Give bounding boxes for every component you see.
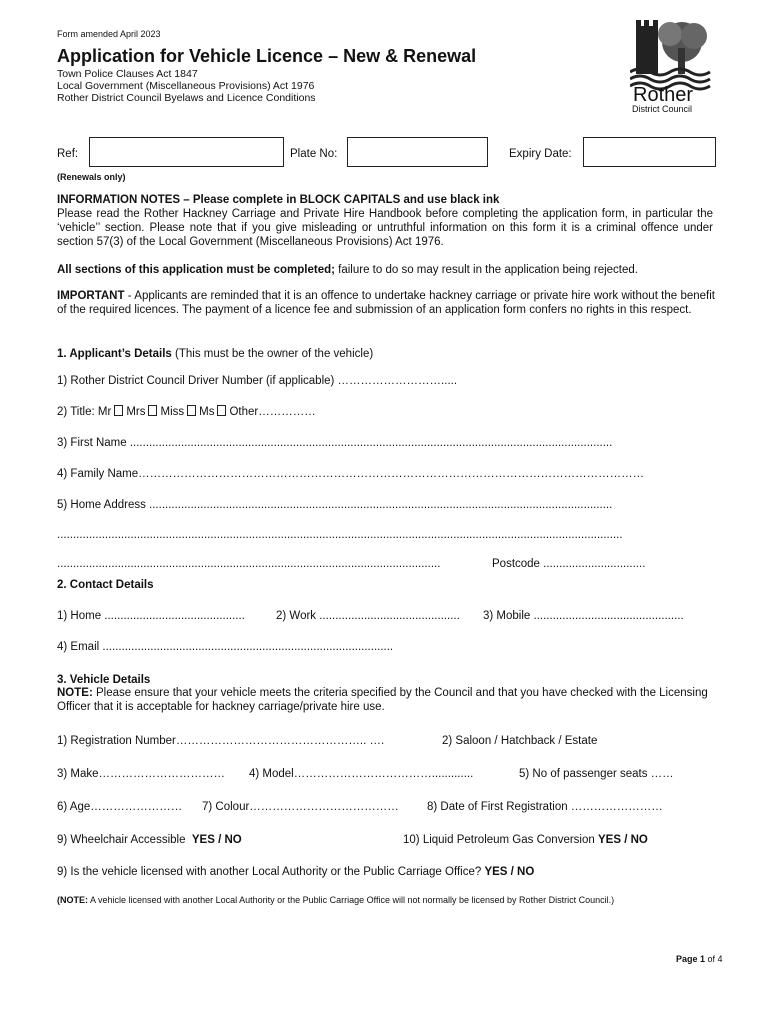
- title-field: 2) Title: Mr Mrs Miss Ms Other……………: [57, 406, 316, 418]
- page-number: Page 1 of 4: [676, 954, 723, 964]
- applicant-heading: 1. Applicant’s Details (This must be the owner of the vehicle): [57, 348, 374, 360]
- act-3: Rother District Council Byelaws and Licence Conditions: [57, 92, 316, 104]
- info-para-1: Please read the Rother Hackney Carriage and Private Hire Handbook before completing the application form, in particular the ‘vehicle’’ section. Please note that if you give misleading or untruthful information on this form it is a criminal offence under section 57(3) of the Local Government (Miscellaneous Provisions) Act 1976.: [57, 208, 713, 248]
- mobile-field[interactable]: 3) Mobile ...............................................: [483, 610, 684, 622]
- act-1: Town Police Clauses Act 1847: [57, 68, 198, 80]
- plate-label: Plate No:: [290, 148, 338, 160]
- title-mrs-checkbox[interactable]: [148, 405, 157, 416]
- vehicle-note: NOTE: Please ensure that your vehicle meets the criteria specified by the Council and that you have checked with the Licensing Officer that it is acceptable for hackney carriage/private hire use.: [57, 687, 708, 713]
- address-line-3[interactable]: ........................................................................................................................: [57, 558, 441, 570]
- lpg-conversion: 10) Liquid Petroleum Gas Conversion YES / NO: [403, 834, 648, 846]
- make-field[interactable]: 3) Make……………………………: [57, 768, 226, 780]
- lpg-yes-no[interactable]: YES / NO: [597, 834, 648, 846]
- vehicle-heading: 3. Vehicle Details: [57, 674, 151, 686]
- ref-field[interactable]: [89, 137, 284, 167]
- amended-date: Form amended April 2023: [57, 29, 161, 39]
- wheelchair-yes-no[interactable]: YES / NO: [191, 834, 242, 846]
- info-heading: INFORMATION NOTES – Please complete in BLOCK CAPITALS and use black ink: [57, 194, 500, 206]
- address-line-2[interactable]: .................................................................................................................................................................................: [57, 529, 623, 541]
- email-field[interactable]: 4) Email ...........................................................................................: [57, 641, 394, 653]
- logo-name: Rother: [633, 84, 694, 106]
- title-miss-checkbox[interactable]: [187, 405, 196, 416]
- info-para-2: All sections of this application must be completed; failure to do so may result in the application being rejected.: [57, 264, 638, 276]
- ref-label: Ref:: [57, 148, 79, 160]
- wheelchair-accessible: 9) Wheelchair Accessible YES / NO: [57, 834, 242, 846]
- expiry-field[interactable]: [583, 137, 716, 167]
- title-mr-checkbox[interactable]: [114, 405, 123, 416]
- age-field[interactable]: 6) Age……………………: [57, 801, 183, 813]
- body-type-field[interactable]: 2) Saloon / Hatchback / Estate: [442, 735, 598, 747]
- postcode-field[interactable]: Postcode ................................: [492, 558, 646, 570]
- first-registration-field[interactable]: 8) Date of First Registration ……………………: [427, 801, 663, 813]
- colour-field[interactable]: 7) Colour…………………………………: [202, 801, 399, 813]
- expiry-label: Expiry Date:: [509, 148, 572, 160]
- driver-number-field[interactable]: 1) Rother District Council Driver Number (if applicable) ……………………….....: [57, 375, 458, 387]
- passenger-seats-field[interactable]: 5) No of passenger seats ……: [519, 768, 674, 780]
- act-2: Local Government (Miscellaneous Provisions) Act 1976: [57, 80, 315, 92]
- logo-sub: District Council: [632, 104, 693, 114]
- work-phone-field[interactable]: 2) Work ............................................: [276, 610, 460, 622]
- other-authority-question: 9) Is the vehicle licensed with another Local Authority or the Public Carriage Office? YES / NO: [57, 866, 535, 878]
- page-title: Application for Vehicle Licence – New & Renewal: [57, 46, 477, 66]
- family-name-field[interactable]: 4) Family Name……………………………………………………………………………………………………………………: [57, 468, 645, 480]
- home-phone-field[interactable]: 1) Home ............................................: [57, 610, 245, 622]
- other-authority-note: (NOTE: A vehicle licensed with another Local Authority or the Public Carriage Office will not normally be licensed by Rother District Council.): [57, 895, 615, 905]
- registration-field[interactable]: 1) Registration Number………………………………………….. ….: [57, 735, 385, 747]
- model-field[interactable]: 4) Model……………………………….............: [249, 768, 474, 780]
- contact-heading: 2. Contact Details: [57, 579, 154, 591]
- info-para-3: IMPORTANT - Applicants are reminded that it is an offence to undertake hackney carriage or private hire work without the benefit of the required licences. The payment of a licence fee and submission of an application form confers no rights in this respect.: [57, 290, 715, 316]
- home-address-field[interactable]: 5) Home Address .................................................................................................................................................: [57, 499, 613, 511]
- renewals-note: (Renewals only): [57, 172, 126, 182]
- castle-tree-icon: [630, 12, 715, 92]
- title-ms-checkbox[interactable]: [217, 405, 226, 416]
- plate-field[interactable]: [347, 137, 488, 167]
- other-authority-yes-no[interactable]: YES / NO: [484, 866, 535, 878]
- council-logo: [630, 12, 715, 116]
- first-name-field[interactable]: 3) First Name .......................................................................................................................................................: [57, 437, 613, 449]
